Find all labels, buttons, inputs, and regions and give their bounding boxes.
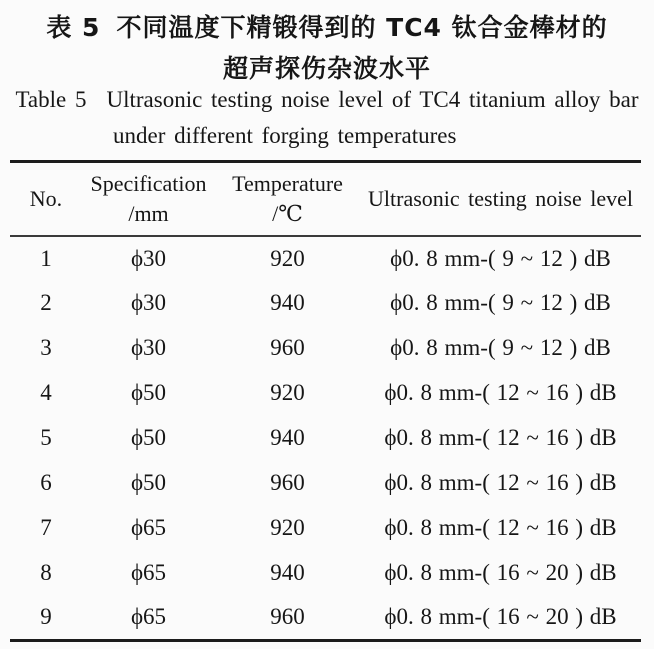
cell-no: 6 — [40, 470, 52, 495]
cell-no: 7 — [40, 515, 52, 540]
cell-specification: ϕ50 — [130, 380, 167, 405]
cell-specification: ϕ65 — [130, 560, 167, 585]
table-number-zh: 表 5 — [46, 13, 101, 42]
table-caption-en-text: Ultrasonic testing noise level of TC4 titanium alloy bar — [106, 87, 639, 112]
cell-specification: ϕ65 — [130, 604, 167, 630]
table-row — [10, 236, 641, 281]
cell-no: 3 — [40, 335, 52, 360]
data-table — [10, 160, 641, 642]
column-header-temperature: Temperature /℃ — [215, 162, 360, 236]
cell-temperature: 920 — [270, 245, 305, 271]
cell-no: 1 — [40, 245, 52, 271]
cell-specification: ϕ30 — [130, 290, 167, 315]
cell-temperature: 960 — [270, 335, 305, 360]
cell-specification: ϕ50 — [130, 425, 167, 450]
cell-noise-level: ϕ0. 8 mm-( 12 ~ 16 ) dB — [384, 470, 617, 495]
cell-temperature: 960 — [270, 604, 305, 630]
cell-specification: ϕ50 — [130, 470, 167, 495]
cell-temperature: 920 — [270, 380, 305, 405]
table-row — [10, 326, 641, 371]
cell-noise-level: ϕ0. 8 mm-( 9 ~ 12 ) dB — [390, 290, 611, 315]
cell-noise-level: ϕ0. 8 mm-( 12 ~ 16 ) dB — [384, 425, 617, 450]
cell-noise-level: ϕ0. 8 mm-( 9 ~ 12 ) dB — [390, 335, 611, 360]
cell-noise-level: ϕ0. 8 mm-( 12 ~ 16 ) dB — [384, 380, 617, 405]
cell-no: 5 — [40, 425, 52, 450]
cell-temperature: 940 — [270, 425, 305, 450]
table-row — [10, 551, 641, 596]
cell-temperature: 960 — [270, 470, 305, 495]
column-header-noise-level: Ultrasonic testing noise level — [360, 162, 641, 236]
cell-no: 4 — [40, 380, 52, 405]
table-caption-zh-text: 不同温度下精锻得到的 TC4 钛合金棒材的 — [116, 13, 608, 42]
table-row — [10, 506, 641, 551]
table-row — [10, 281, 641, 326]
table-row — [10, 596, 641, 641]
column-header-no: No. — [10, 162, 82, 236]
cell-noise-level: ϕ0. 8 mm-( 16 ~ 20 ) dB — [384, 560, 617, 585]
cell-noise-level: ϕ0. 8 mm-( 16 ~ 20 ) dB — [384, 604, 617, 630]
cell-no: 9 — [40, 604, 52, 630]
table-row — [10, 461, 641, 506]
column-header-specification: Specification /mm — [82, 162, 215, 236]
table-caption-en-line1 — [0, 87, 654, 113]
table-caption-zh-line2: 超声探伤杂波水平 — [222, 54, 431, 83]
table-row — [10, 371, 641, 416]
cell-temperature: 920 — [270, 515, 305, 540]
cell-no: 2 — [40, 290, 52, 315]
cell-no: 8 — [40, 560, 52, 585]
cell-temperature: 940 — [270, 560, 305, 585]
cell-specification: ϕ30 — [130, 335, 167, 360]
table-caption-zh-line1 — [0, 8, 654, 44]
cell-specification: ϕ30 — [130, 245, 167, 271]
cell-specification: ϕ65 — [130, 515, 167, 540]
cell-temperature: 940 — [270, 290, 305, 315]
cell-noise-level: ϕ0. 8 mm-( 12 ~ 16 ) dB — [384, 515, 617, 540]
table-caption-en-line2: under different forging temperatures — [113, 123, 457, 148]
table-header-row — [10, 162, 641, 236]
table-number-en: Table 5 — [15, 87, 87, 112]
table-row — [10, 416, 641, 461]
cell-noise-level: ϕ0. 8 mm-( 9 ~ 12 ) dB — [390, 245, 611, 271]
